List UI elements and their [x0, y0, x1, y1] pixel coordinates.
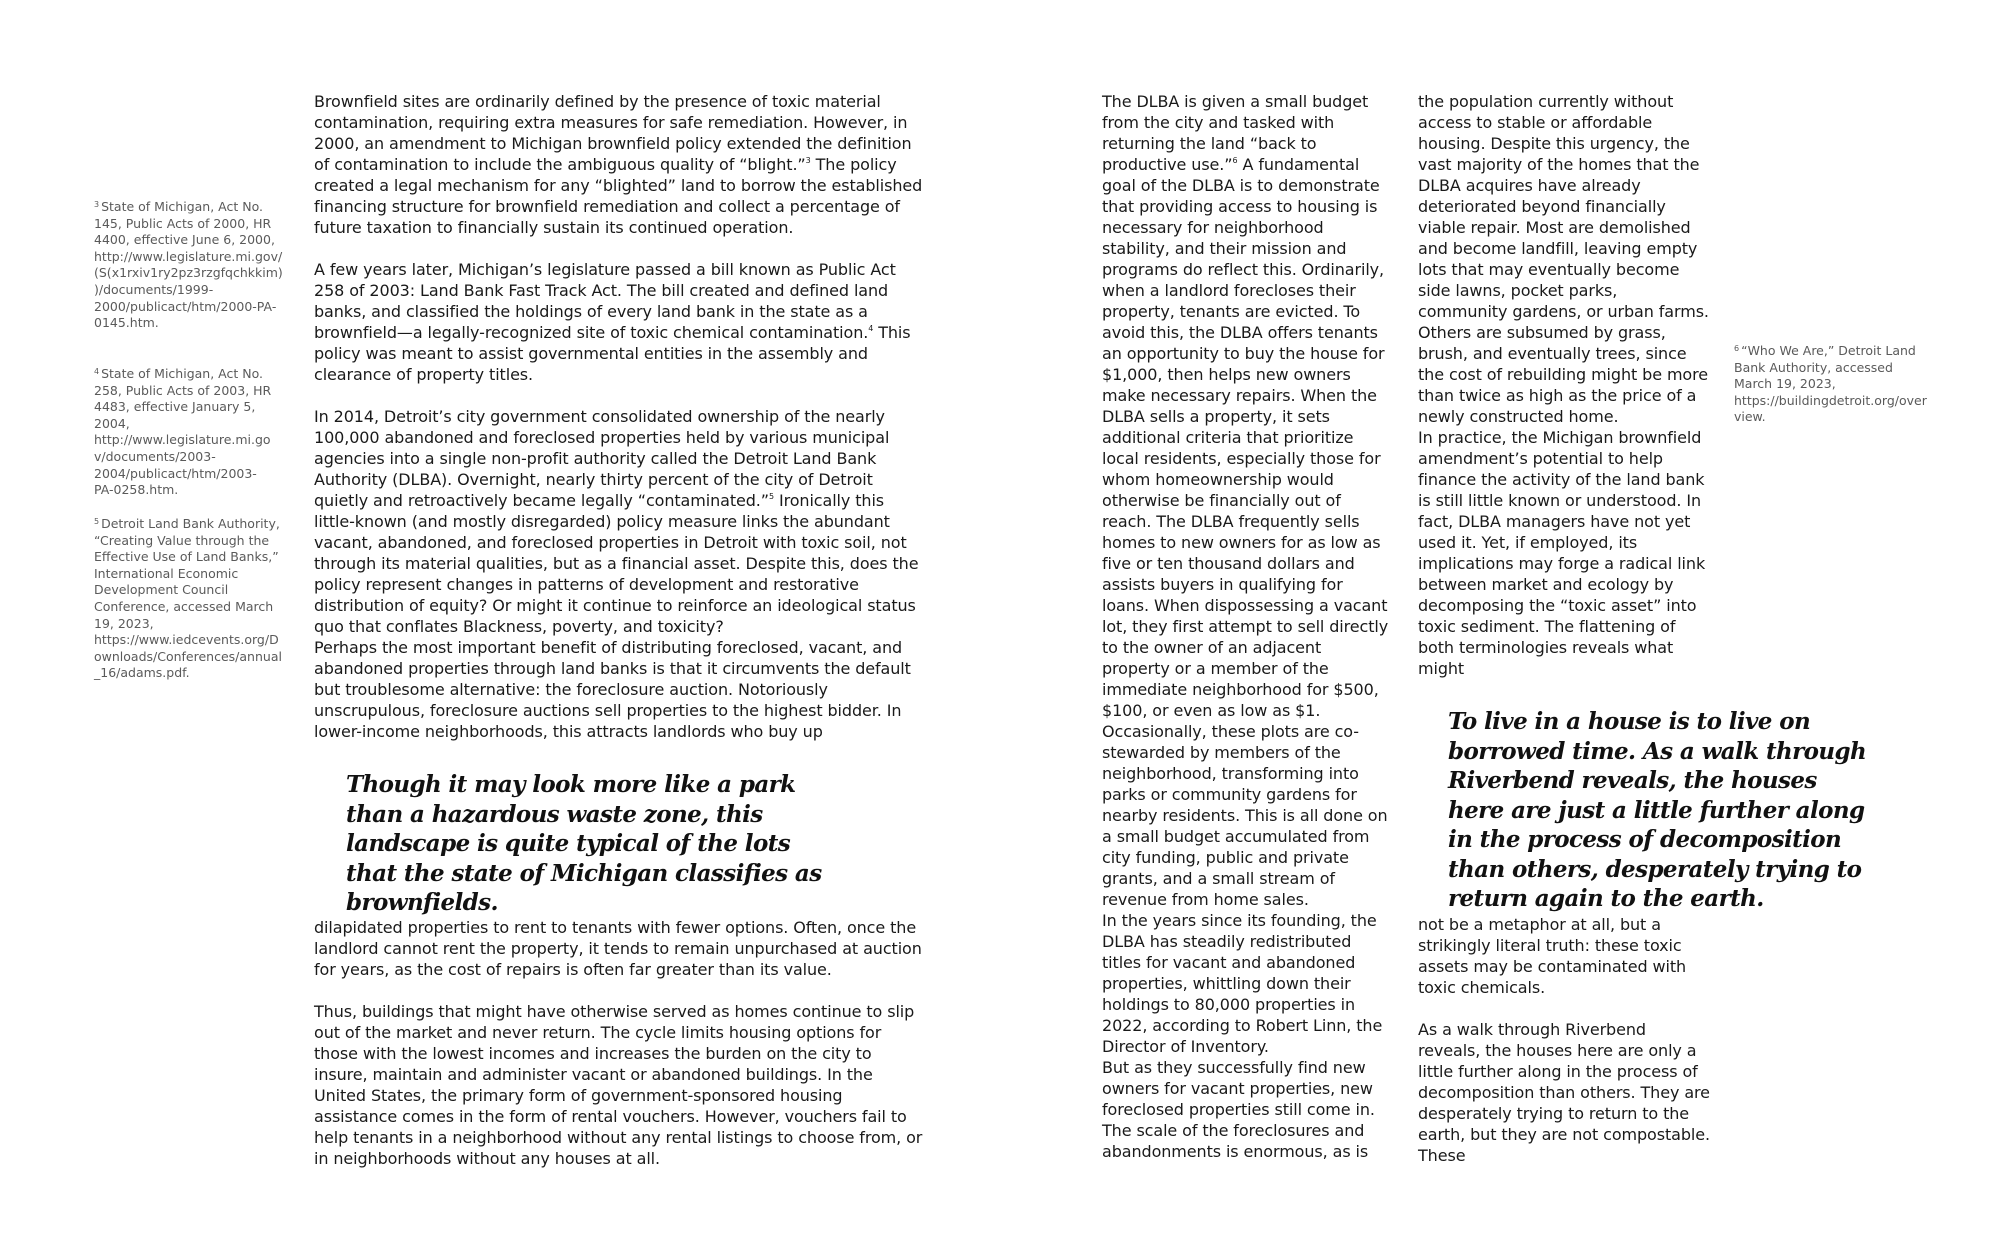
paragraph: the population currently without access to stable or affordable housing. Despite this urgency, the vast majority of the homes that the DLBA acquires have already deteriorated beyond financially viable repair. Most are demolished and become landfill, leaving empty lots that may eventually become side lawns, pocket parks, community gardens, or urban farms. Others are subsumed by grass, brush, and eventually trees, since the cost of rebuilding might be more than twice as high as the price of a newly constructed home. [1418, 92, 1709, 426]
footnote-number: 4 [94, 367, 100, 376]
footnote-text: “Who We Are,” Detroit Land Bank Authority, accessed March 19, 2023, https://buildingdetroit.org/overview. [1734, 343, 1927, 425]
paragraph: not be a metaphor at all, but a strikingly literal truth: these toxic assets may be contaminated with toxic chemicals. [1418, 915, 1687, 997]
right-body-column-1 [1102, 91, 1392, 1162]
pull-quote: Though it may look more like a park than a hazardous waste zone, this landscape is quite typical of the lots that the state of Michigan classifies as brownfields. [346, 771, 822, 916]
left-body-column-lower [314, 917, 926, 1169]
paragraph: But as they successfully find new owners for vacant properties, new foreclosed properties still come in. The scale of the foreclosures and abandonments is enormous, as is [1102, 1058, 1375, 1161]
footnote-4 [94, 364, 276, 499]
paragraph: In practice, the Michigan brownfield amendment’s potential to help finance the activity of the land bank is still little known or understood. In fact, DLBA managers have not yet used it. Yet, if employed, its implications may forge a radical link between market and ecology by decomposing the “toxic asset” into toxic sediment. The flattening of both terminologies reveals what might [1418, 428, 1706, 678]
right-body-column-2-lower [1418, 914, 1710, 1166]
paragraph: In the years since its founding, the DLBA has steadily redistributed titles for vacant and abandoned properties, whittling down their holdings to 80,000 properties in 2022, according to Robert Linn, the Director of Inventory. [1102, 911, 1383, 1056]
footnote-text: State of Michigan, Act No. 145, Public Acts of 2000, HR 4400, effective June 6, 2000, http://www.legislature.mi.gov/(S(x1rxiv1ry2pz3rzgfqchkkim))/documents/1999-2000/publicact/htm/2000-PA-0145.htm. [94, 199, 283, 331]
footnote-text: Detroit Land Bank Authority, “Creating Value through the Effective Use of Land Banks,” International Economic Development Council Conference, accessed March 19, 2023, https://www.iedcevents.org/Downloads/Conferences/annual_16/adams.pdf. [94, 516, 282, 681]
paragraph: Perhaps the most important benefit of distributing foreclosed, vacant, and abandoned properties through land banks is that it circumvents the default but troublesome alternative: the foreclosure auction. Notoriously unscrupulous, foreclosure auctions sell properties to the highest bidder. In lower-income neighborhoods, this attracts landlords who buy up [314, 638, 911, 741]
left-body-column [314, 91, 926, 742]
footnote-5 [94, 514, 286, 682]
footnote-number: 6 [1734, 344, 1740, 353]
footnote-number: 5 [94, 517, 100, 526]
paragraph: The DLBA is given a small budget from the city and tasked with returning the land “back to productive use.”$^6$ A fundamental goal of the DLBA is to demonstrate that providing access to housing is necessary for neighborhood stability, and their mission and programs do reflect this. Ordinarily, when a landlord forecloses their property, tenants are evicted. To avoid this, the DLBA offers tenants an opportunity to buy the house for $1,000, then helps new owners make necessary repairs. When the DLBA sells a property, it sets additional criteria that prioritize local residents, especially those for whom homeownership would otherwise be financially out of reach. The DLBA frequently sells homes to new owners for as low as five or ten thousand dollars and assists buyers in qualifying for loans. When dispossessing a vacant lot, they first attempt to sell directly to the owner of an adjacent property or a member of the immediate neighborhood for $500, $100, or even as low as $1. Occasionally, these plots are co-stewarded by members of the neighborhood, transforming into parks or community gardens for nearby residents. This is all done on a small budget accumulated from city funding, public and private grants, and a small stream of revenue from home sales. [1102, 92, 1389, 909]
footnote-3 [94, 197, 286, 332]
right-body-column-2 [1418, 91, 1710, 679]
pull-quote: To live in a house is to live on borrowed time. As a walk through Riverbend reveals, the houses here are just a little further along in the process of decomposition than others, desperately trying to return again to the earth. [1448, 708, 1867, 912]
footnote-text: State of Michigan, Act No. 258, Public Acts of 2003, HR 4483, effective January 5, 2004, http://www.legislature.mi.gov/documents/2003-2004/publicact/htm/2003-PA-0258.htm. [94, 366, 272, 498]
paragraph: Thus, buildings that might have otherwise served as homes continue to slip out of the market and never return. The cycle limits housing options for those with the lowest incomes and increases the burden on the city to insure, maintain and administer vacant or abandoned buildings. In the United States, the primary form of government-sponsored housing assistance comes in the form of rental vouchers. However, vouchers fail to help tenants in a neighborhood without any rental listings to choose from, or in neighborhoods without any houses at all. [314, 1002, 923, 1168]
footnote-ref: 3 [805, 156, 811, 165]
footnote-6 [1734, 341, 1934, 426]
footnote-ref: 4 [868, 324, 874, 333]
paragraph: A few years later, Michigan’s legislature passed a bill known as Public Act 258 of 2003: Land Bank Fast Track Act. The bill created and defined land banks, and classified the holdings of every land bank in the state as a brownfield—a legally-recognized site of toxic chemical contamination.$^4$ This policy was meant to assist governmental entities in the assembly and clearance of property titles. [314, 260, 911, 384]
paragraph: As a walk through Riverbend reveals, the houses here are only a little further along in the process of decomposition than others. They are desperately trying to return to the earth, but they are not compostable. These [1418, 1020, 1710, 1165]
footnote-ref: 5 [768, 492, 774, 501]
footnote-ref: 6 [1232, 156, 1238, 165]
footnote-number: 3 [94, 200, 100, 209]
paragraph: In 2014, Detroit’s city government consolidated ownership of the nearly 100,000 abandoned and foreclosed properties held by various municipal agencies into a single non-profit authority called the Detroit Land Bank Authority (DLBA). Overnight, nearly thirty percent of the city of Detroit quietly and retroactively became legally “contaminated.”$^5$ Ironically this little-known (and mostly disregarded) policy measure links the abundant vacant, abandoned, and foreclosed properties in Detroit with toxic soil, not through its material qualities, but as a financial asset. Despite this, does the policy represent changes in patterns of development and restorative distribution of equity? Or might it continue to reinforce an ideological status quo that conflates Blackness, poverty, and toxicity? [314, 407, 919, 636]
paragraph: dilapidated properties to rent to tenants with fewer options. Often, once the landlord cannot rent the property, it tends to remain unpurchased at auction for years, as the cost of repairs is often far greater than its value. [314, 918, 922, 979]
paragraph: Brownfield sites are ordinarily defined by the presence of toxic material contamination, requiring extra measures for safe remediation. However, in 2000, an amendment to Michigan brownfield policy extended the definition of contamination to include the ambiguous quality of “blight.”$^3$ The policy created a legal mechanism for any “blighted” land to borrow the established financing structure for brownfield remediation and collect a percentage of future taxation to financially sustain its continued operation. [314, 92, 923, 237]
